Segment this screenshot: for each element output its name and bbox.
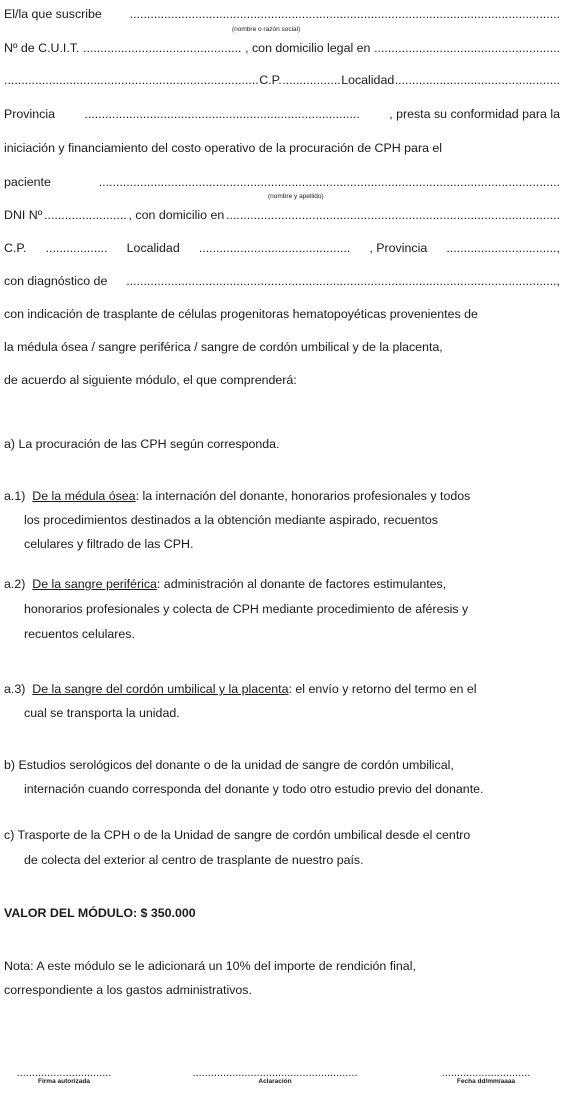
aclaracion-fill-dots: ...................................................... [192, 1067, 358, 1079]
item-a2-label: a.2) [4, 577, 26, 591]
fecha-fill-dots: ............................. [441, 1067, 531, 1079]
item-a2-text1: : administración al donante de factores estimulantes, [156, 577, 447, 591]
provincia-fill-dots: ................................................................................ [84, 107, 360, 121]
provincia-label: Provincia [4, 107, 55, 121]
nombre-razon-social-note: (nombre o razón social) [232, 26, 301, 33]
domicilio-label: , con domicilio en [128, 208, 225, 222]
conformidad-text: , presta su conformidad para la [389, 107, 560, 121]
item-a1-text1: : la internación del donante, honorarios profesionales y todos [135, 489, 471, 503]
suscribe-fill-dots: ............................................................................................................................. [129, 7, 560, 21]
localidad-label: Localidad [341, 73, 395, 87]
provincia-label-2: , Provincia [369, 241, 428, 255]
cp-provincia-line [4, 240, 560, 256]
item-a1-label: a.1) [4, 489, 26, 503]
paciente-fill-dots: ...................................................................................................................................... [98, 175, 560, 189]
localidad-label-2: Localidad [126, 241, 180, 255]
item-a2-line3: recuentos celulares. [24, 627, 135, 641]
item-c-line2: de colecta del exterior al centro de trasplante de nuestro país. [24, 853, 364, 867]
medula-sangre-text: la médula ósea / sangre periférica / sangre de cordón umbilical y de la placenta, [4, 340, 443, 354]
cp-fill-dots-2: .................. [45, 241, 108, 255]
dni-fill-dots: ........................ [44, 208, 127, 222]
diagnostico-label: con diagnóstico de [4, 274, 108, 288]
provincia-line [4, 106, 560, 122]
nombre-apellido-note: (nombre y apellido) [268, 193, 324, 200]
nota-line2: correspondiente a los gastos administrativos. [4, 983, 252, 997]
aclaracion-block [165, 1068, 385, 1086]
paciente-label: paciente [4, 175, 51, 189]
nota-line1: Nota: A este módulo se le adicionará un 10% del importe de rendición final, [4, 959, 416, 973]
domicilio-fill-dots: ................................................................................................. [226, 208, 560, 222]
modulo-intro-text: de acuerdo al siguiente módulo, el que comprenderá: [4, 373, 297, 387]
item-a3-title: De la sangre del cordón umbilical y la placenta [32, 682, 289, 696]
item-b-line2: internación cuando corresponda del donante y todo otro estudio previo del donante. [24, 782, 484, 796]
provincia-fill-dots-2: ................................, [446, 241, 560, 255]
indicacion-text: con indicación de trasplante de células progenitoras hematopoyéticas provenientes de [4, 307, 478, 321]
fecha-label: Fecha dd/mm/aaaa [456, 1078, 516, 1085]
valor-modulo: VALOR DEL MÓDULO: $ 350.000 [4, 906, 196, 920]
item-c-line1: c) Trasporte de la CPH o de la Unidad de sangre de cordón umbilical desde el centro [4, 828, 471, 842]
dni-label: DNI Nº [4, 208, 43, 222]
item-a3-text1: : el envío y retorno del termo en el [288, 682, 477, 696]
domicilio-legal-label: , con domicilio legal en [245, 41, 371, 55]
diagnostico-line [4, 273, 560, 289]
firma-fill-dots: ............................... [16, 1067, 112, 1079]
cuit-fill-dots: .............................................. [83, 41, 242, 55]
cp-label-2: C.P. [4, 241, 27, 255]
suscribe-line [4, 6, 560, 22]
item-a2-line1 [4, 576, 560, 592]
firma-block [4, 1068, 124, 1086]
fecha-block [422, 1068, 550, 1086]
aclaracion-label: Aclaración [258, 1078, 292, 1085]
localidad-fill-dots-2: ............................................ [198, 241, 351, 255]
item-a: a) La procuración de las CPH según corresponda. [4, 437, 280, 451]
cuit-label: Nº de C.U.I.T. [4, 41, 80, 55]
item-a1-line2: los procedimientos destinados a la obtención mediante aspirado, recuentos [24, 513, 438, 527]
firma-label: Firma autorizada [37, 1078, 90, 1085]
item-a2-title: De la sangre periférica [32, 577, 157, 591]
domicilio-legal-fill-dots: ...................................................... [374, 41, 560, 55]
cp-localidad-line [4, 72, 560, 88]
cuit-line [4, 40, 560, 56]
cp-fill-dots: ................. [282, 73, 341, 87]
localidad-fill-dots: ................................................ [394, 73, 560, 87]
item-a2-line2: honorarios profesionales y colecta de CPH mediante procedimiento de aféresis y [24, 602, 469, 616]
item-a3-label: a.3) [4, 682, 26, 696]
item-a3-line2: cual se transporta la unidad. [24, 706, 180, 720]
dni-line [4, 207, 560, 223]
address-fill-dots: .......................................................................... [4, 73, 259, 87]
item-a1-line3: celulares y filtrado de las CPH. [24, 537, 194, 551]
financiamiento-text: iniciación y financiamiento del costo operativo de la procuración de CPH para el [4, 141, 443, 155]
item-a3-line1 [4, 681, 560, 697]
item-b-line1: b) Estudios serológicos del donante o de la unidad de sangre de cordón umbilical, [4, 758, 454, 772]
diagnostico-fill-dots: ............................................................................................................................., [126, 274, 560, 288]
cp-label: C.P. [259, 73, 282, 87]
item-a1-line1 [4, 488, 560, 504]
item-a1-title: De la médula ósea [32, 489, 136, 503]
paciente-line [4, 174, 560, 190]
suscribe-label: El/la que suscribe [4, 7, 102, 21]
